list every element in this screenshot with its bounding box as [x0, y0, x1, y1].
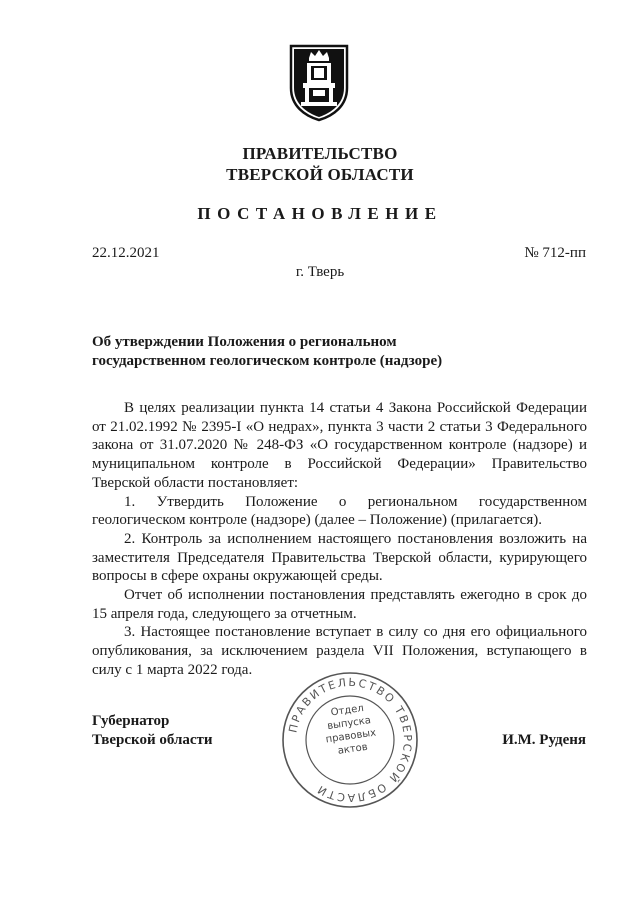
stamp-inner-line1: Отдел [330, 702, 365, 719]
document-date: 22.12.2021 [92, 245, 160, 261]
title-line1: Об утверждении Положения о региональном [92, 334, 397, 350]
stamp-inner-line2: выпуска [326, 715, 372, 733]
document-type: ПОСТАНОВЛЕНИЕ [197, 204, 443, 223]
stamp-inner-line4: актов [337, 741, 369, 757]
paragraph-report: Отчет об исполнении постановления представлять ежегодно в срок до 15 апреля года, следующего за отчетным. [92, 587, 587, 622]
paragraph-item-3: 3. Настоящее постановление вступает в силу со дня его официального опубликования, за исключением раздела VII Положения, вступающего в силу с 1 марта 2022 года. [92, 624, 587, 678]
signatory-position [92, 712, 213, 750]
tver-coat-of-arms-icon [287, 42, 351, 122]
document-title [92, 333, 492, 371]
org-name-line1: ПРАВИТЕЛЬСТВО [242, 144, 398, 163]
document-city: г. Тверь [295, 264, 345, 280]
paragraph-preamble: В целях реализации пункта 14 статьи 4 Закона Российской Федерации от 21.02.1992 № 2395-I «О недрах», пункта 3 части 2 статьи 3 Федерального закона от 31.07.2020 № 248-ФЗ «О государственном контроле (надзоре) и муниципальном контроле в Российской Федерации» Правительство Тверской области постановляет: [92, 400, 587, 491]
signatory-position-line1: Губернатор [92, 713, 170, 729]
stamp-ring-text: ПРАВИТЕЛЬСТВО ТВЕРСКОЙ ОБЛАСТИ [286, 675, 415, 805]
signatory-position-line2: Тверской области [92, 732, 213, 748]
org-name-line2: ТВЕРСКОЙ ОБЛАСТИ [226, 165, 414, 184]
document-number: № 712-пп [524, 245, 586, 261]
paragraph-item-2: 2. Контроль за исполнением настоящего постановления возложить на заместителя Председателя Правительства Тверской области, курирующего вопросы в сфере охраны окружающей среды. [92, 530, 587, 585]
title-line2: государственном геологическом контроле (надзоре) [92, 353, 443, 369]
paragraph-item-1: 1. Утвердить Положение о региональном государственном геологическом контроле (надзоре) (далее – Положение) (прилагается). [92, 493, 587, 529]
signatory-name: И.М. Руденя [502, 732, 586, 748]
stamp-inner-line3: правовых [325, 727, 377, 746]
document-body [92, 399, 587, 680]
